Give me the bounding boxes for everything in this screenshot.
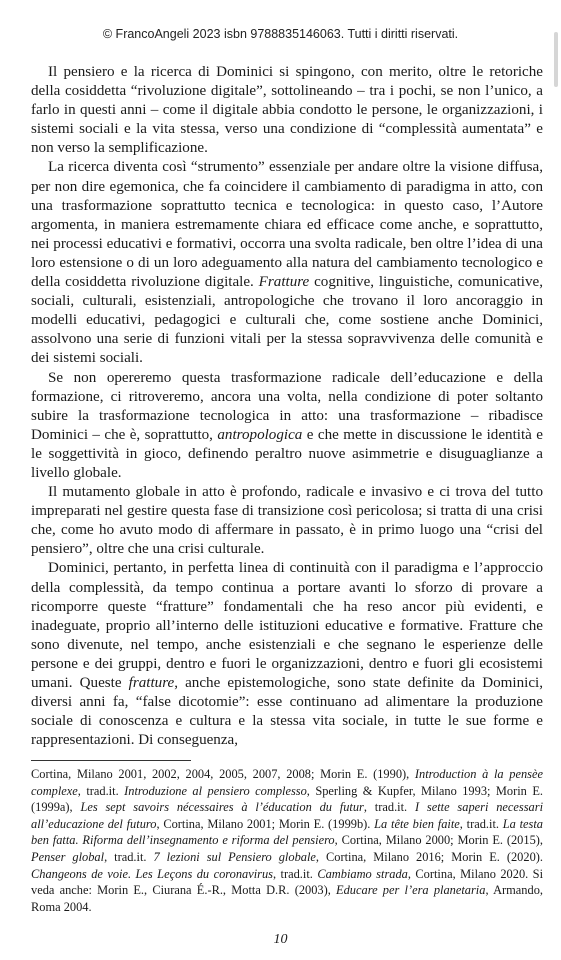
page-number: 10	[273, 932, 288, 947]
footnote-text: Cortina, Milano 2001, 2002, 2004, 2005, 2007, 2008; Morin E. (1990), Introduction à la pensèe complexe, trad.it. Introduzione al pensiero complesso, Sperling & Kupfer, Milano 1993; Morin E. (1999a), Les sept savoirs nécessaires à l’éducation du futur, trad.it. I sette saperi necessari all’educazione del futuro, Cortina, Milano 2001; Morin E. (1999b). La tête bien faite, trad.it. La testa ben fatta. Riforma dell’insegnamento e riforma del pensiero, Cortina, Milano 2000; Morin E. (2015), Penser global, trad.it. 7 lezioni sul Pensiero globale, Cortina, Milano 2016; Morin E. (2020). Changeons de voie. Les Leçons du coronavirus, trad.it. Cambiamo strada, Cortina, Milano 2020. Si veda anche: Morin E., Ciurana É.-R., Motta D.R. (2003), Educare per l’era planetaria, Armando, Roma 2004.	[31, 767, 544, 914]
italic-run: antropologica	[217, 426, 303, 443]
paragraph-3: Se non opereremo questa trasformazione radicale dell’educazione e della formazione, ci ritroveremo, ancora una volta, nella condizione di poter soltanto subire la trasformazione tecnologica in atto: una trasformazione – ribadisce Dominici – che è, soprattutto, antropologica e che mette in discussione le identità e le soggettività in gioco, definendo peraltro nuove asimmetrie e disuguaglianze a livello globale.	[31, 369, 543, 481]
italic-run: 7 lezioni sul Pensiero globale	[153, 849, 316, 864]
italic-run: Changeons de voie. Les Leçons du coronavirus	[31, 866, 273, 881]
copyright-header: © FrancoAngeli 2023 isbn 9788835146063. Tutti i diritti riservati.	[102, 27, 459, 41]
paragraph-2: La ricerca diventa così “strumento” essenziale per andare oltre la visione diffusa, per non dire egemonica, che fa coincidere il cambiamento di paradigma in atto, con una trasformazione soprattutto tecnica e tecnologica: in questo caso, l’Autore argomenta, in maniera estremamente chiara ed efficace come anche, e soprattutto, nei processi educativi e formativi, occorra una svolta radicale, ben oltre l’idea di una loro estensione o di un loro adeguamento alla natura del cambiamento tecnologico e della cosiddetta rivoluzione digitale. Fratture cognitive, linguistiche, comunicative, sociali, culturali, esistenziali, antropologiche che trovano il loro ancoraggio in modelli educativi, pedagogici e culturali che, come sostiene anche Dominici, assolvono una serie di funzioni vitali per la stessa sopravvivenza delle comunità e dei sistemi sociali.	[31, 159, 544, 367]
italic-run: fratture	[128, 675, 175, 691]
italic-run: Penser global	[31, 849, 105, 864]
scrollbar-thumb[interactable]	[554, 32, 558, 87]
paragraph-1: Il pensiero e la ricerca di Dominici si spingono, con merito, oltre le retoriche della cosiddetta “rivoluzione digitale”, sottolineando – tra i pochi, se non l’unico, a farlo in questi anni – come il digitale abbia condotto le persone, le organizzazioni, i sistemi sociali e la vita stessa, verso una condizione di “complessità aumentata” e non verso la semplificazione.	[31, 64, 543, 157]
italic-run: Les sept savoirs nécessaires à l’éducation du futur	[80, 800, 364, 815]
italic-run: La tête bien faite	[374, 816, 460, 831]
paragraph-4: Il mutamento globale in atto è profondo, radicale e invasivo e ci trova del tutto impreparati nel gestire questa fase di transizione così pericolosa; si tratta di una crisi che, come ho avuto modo di affermare in passato, è in primo luogo una “crisi del pensiero”, oltre che una crisi culturale.	[31, 484, 543, 558]
italic-run: Cambiamo strada	[317, 866, 408, 881]
italic-run: Fratture	[258, 274, 310, 291]
footnote-divider	[31, 760, 191, 761]
italic-run: I sette saperi necessari all’educazione del futuro	[31, 800, 544, 831]
italic-run: La testa ben fatta. Riforma dell’insegnamento e riforma del pensiero	[31, 816, 544, 848]
main-text	[31, 63, 543, 750]
italic-run: Introduction à la pensèe complexe	[31, 767, 543, 798]
italic-run: Introduzione al pensiero complesso	[124, 783, 307, 798]
paragraph-5: Dominici, pertanto, in perfetta linea di continuità con il paradigma e l’approccio della complessità, da tempo continua a portare avanti lo sforzo di provare a ricomporre queste “fratture” fondamentali che ha reso ancor più evidenti, e inadeguate, proprio all’interno delle istituzioni educative e formative. Fratture che sono divenute, nel tempo, anche esistenziali e che segnano le esperienze delle persone e dei gruppi, dentro e fuori le organizzazioni, dentro e fuori gli ecosistemi umani. Queste fratture, anche epistemologiche, sono state definite da Dominici, diversi anni fa, “false dicotomie”: esse continuano ad alimentare la produzione sociale di conoscenza e cultura e la stessa vita sociale, in tutte le sue forme e rappresentazioni. Di conseguenza,	[31, 560, 543, 749]
italic-run: Educare per l’era planetaria	[336, 883, 486, 898]
